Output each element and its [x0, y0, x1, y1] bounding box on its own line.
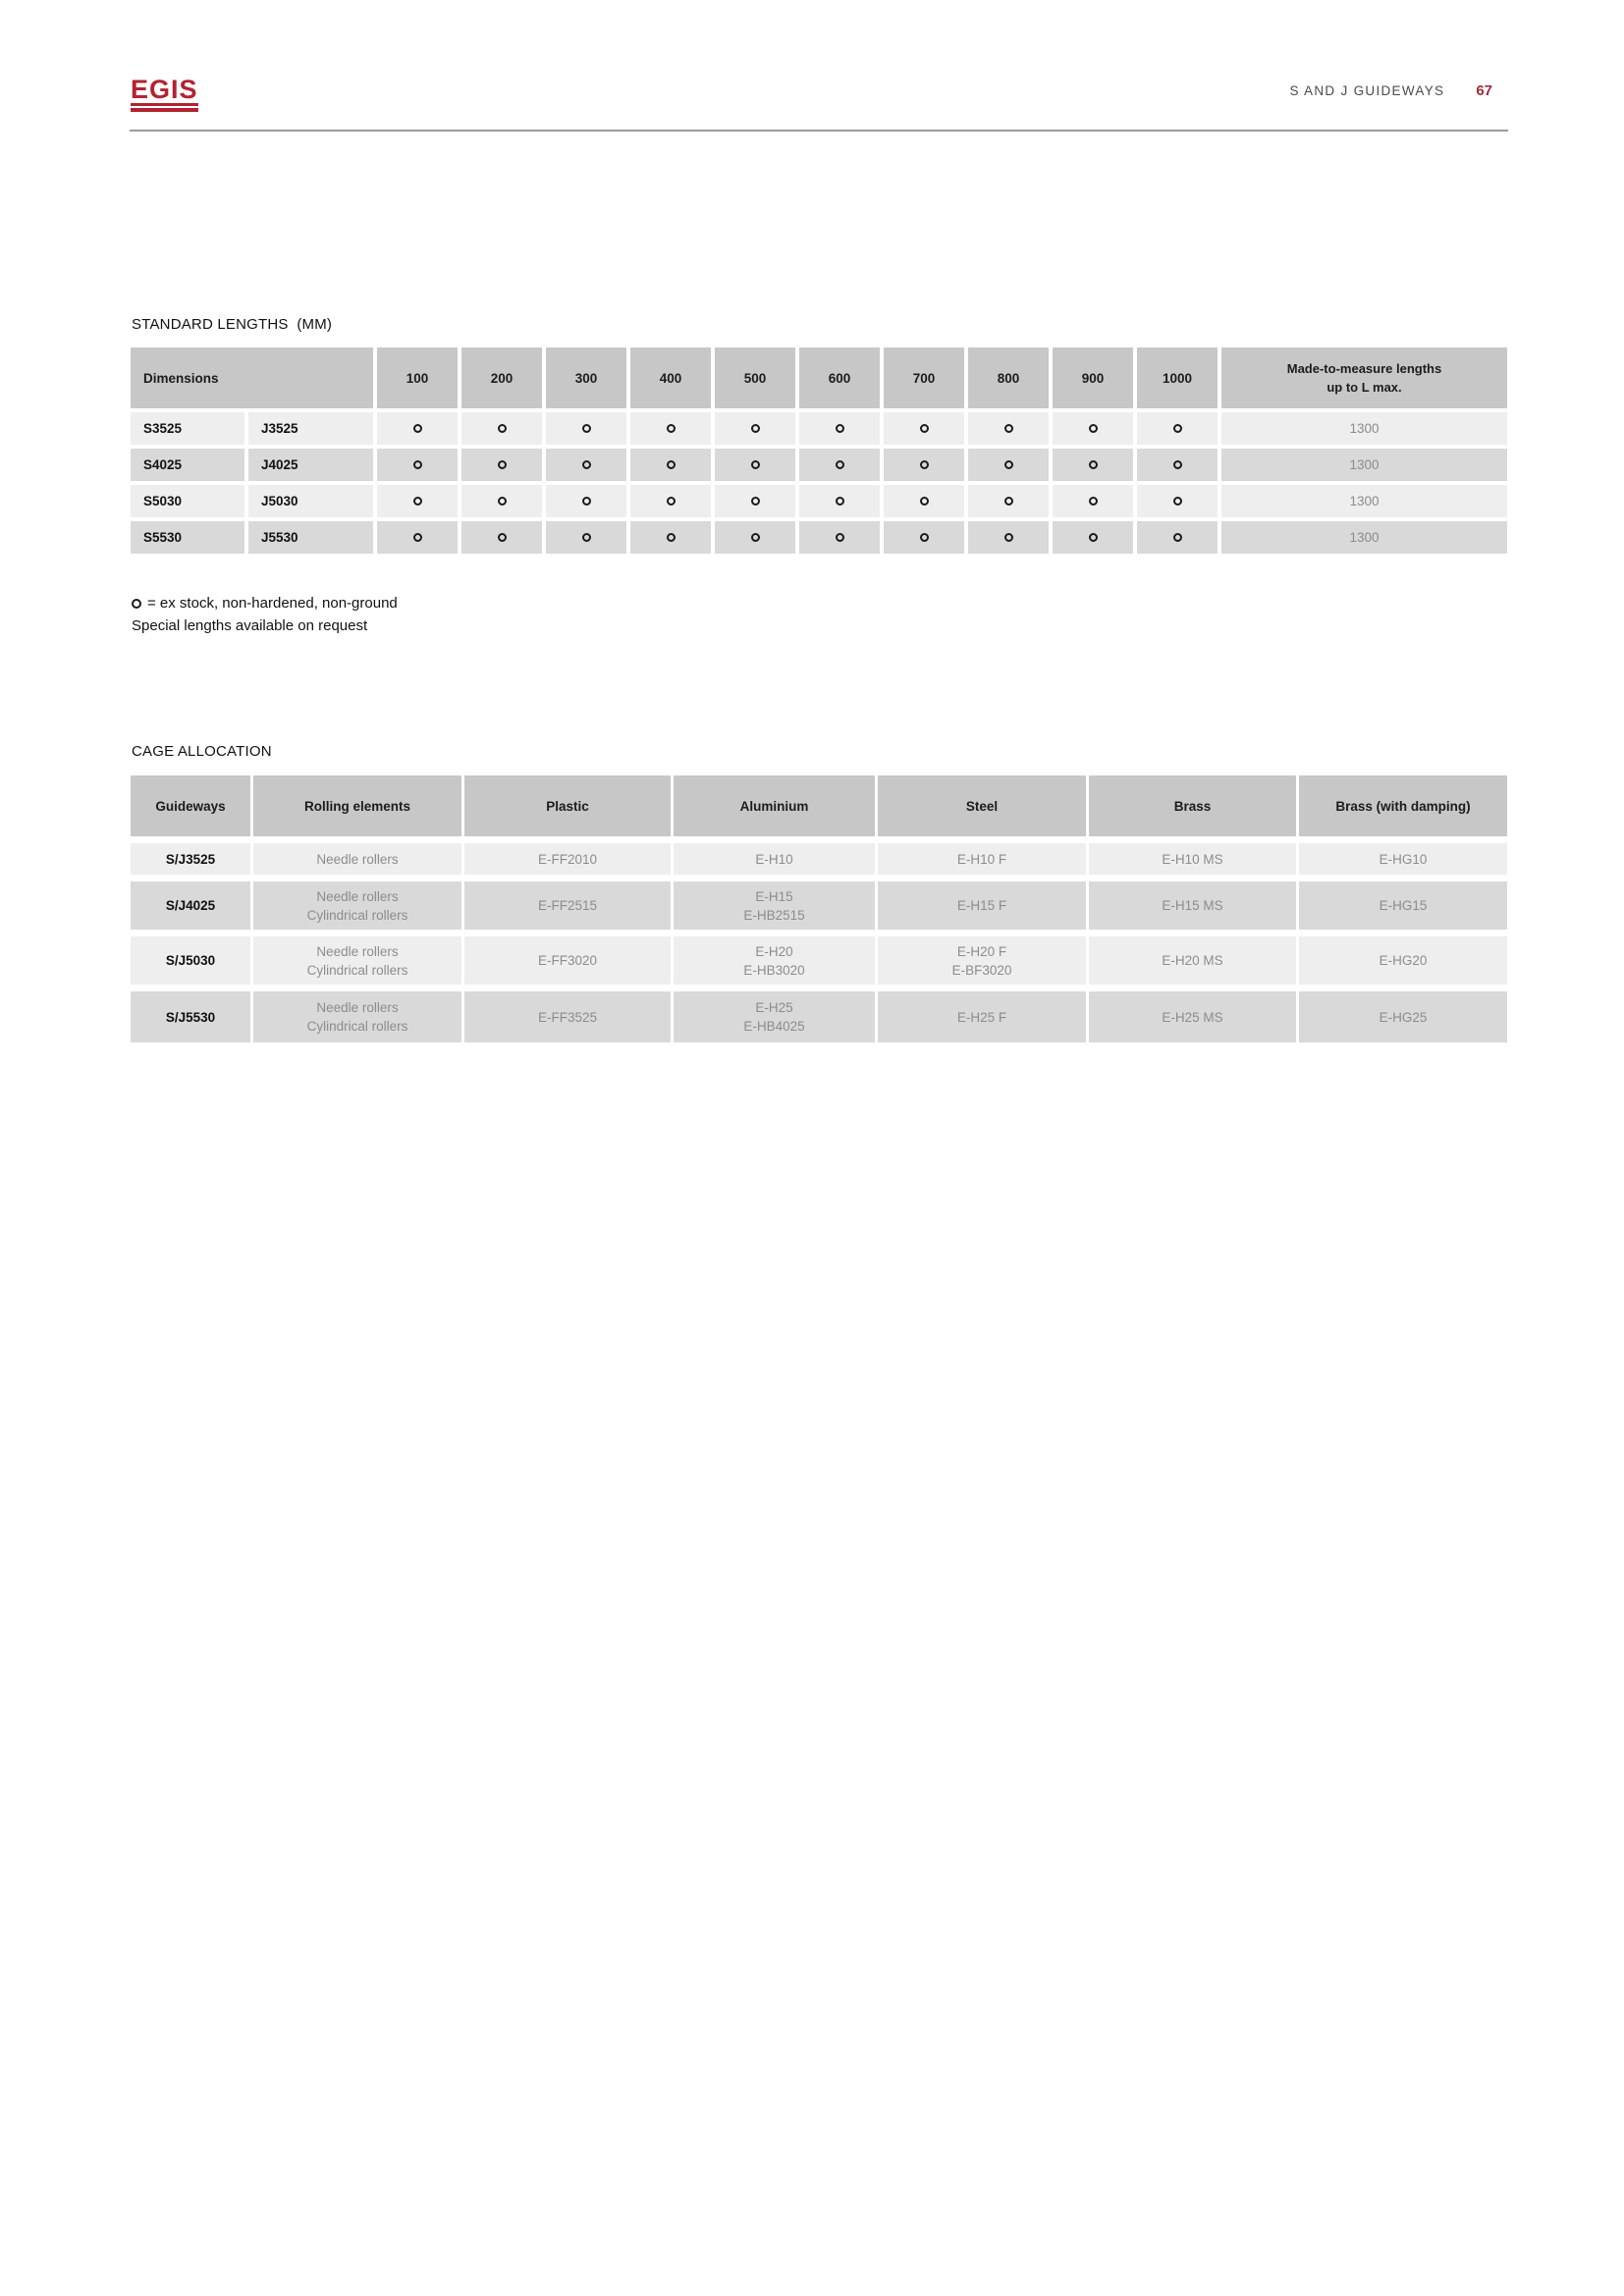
ex-stock-icon [715, 449, 795, 481]
circle-icon [1089, 424, 1098, 433]
column-header-made-to-measure [1221, 347, 1507, 408]
ex-stock-icon [884, 449, 964, 481]
max-length-value: 1300 [1221, 485, 1507, 517]
brass-cage-cell: E-H15 MS [1089, 881, 1296, 930]
ex-stock-icon [715, 521, 795, 554]
ex-stock-icon [884, 412, 964, 445]
steel-cage-cell: E-H25 F [878, 991, 1086, 1042]
column-header-dimensions: Dimensions [131, 347, 373, 408]
rolling-line-2: Cylindrical rollers [306, 1019, 408, 1034]
row-label-sj5530: S/J5530 [131, 991, 250, 1042]
circle-icon [413, 533, 422, 542]
column-header-500: 500 [715, 347, 795, 408]
circle-icon [498, 460, 507, 469]
rolling-line-1: Needle rollers [316, 1000, 399, 1015]
plastic-cage-cell: E-FF2010 [464, 843, 671, 875]
aluminium-line-2: E-HB4025 [743, 1019, 805, 1034]
ex-stock-icon [1053, 521, 1133, 554]
rolling-elements-cell [253, 936, 461, 985]
circle-icon [836, 497, 844, 506]
ex-stock-icon [546, 412, 626, 445]
circle-icon [920, 533, 929, 542]
standard-lengths-table [131, 347, 1507, 554]
column-header-aluminium: Aluminium [674, 775, 875, 836]
circle-icon [582, 424, 591, 433]
legend-symbol-meaning: = ex stock, non-hardened, non-ground [147, 595, 398, 612]
column-header-700: 700 [884, 347, 964, 408]
steel-cage-cell: E-H15 F [878, 881, 1086, 930]
made-to-measure-line1: Made-to-measure lengths [1286, 361, 1442, 376]
circle-icon [498, 533, 507, 542]
circle-icon [667, 497, 676, 506]
circle-icon [1004, 497, 1013, 506]
circle-icon [582, 460, 591, 469]
ex-stock-icon [968, 412, 1049, 445]
ex-stock-icon [968, 485, 1049, 517]
legend [132, 592, 398, 637]
aluminium-cage-cell [674, 881, 875, 930]
aluminium-cage-cell: E-H10 [674, 843, 875, 875]
column-header-300: 300 [546, 347, 626, 408]
circle-icon [836, 424, 844, 433]
row-label-j5030: J5030 [248, 485, 373, 517]
ex-stock-icon [461, 485, 542, 517]
row-label-s4025: S4025 [131, 449, 244, 481]
cage-allocation-title: CAGE ALLOCATION [132, 743, 272, 760]
steel-line-2: E-BF3020 [951, 962, 1012, 978]
ex-stock-icon [799, 449, 880, 481]
ex-stock-icon [1137, 449, 1218, 481]
standard-lengths-title: STANDARD LENGTHS (MM) [132, 316, 333, 333]
plastic-cage-cell: E-FF2515 [464, 881, 671, 930]
brand-logo-text: EGIS [131, 75, 198, 104]
brass-cage-cell: E-H25 MS [1089, 991, 1296, 1042]
brand-logo [131, 77, 198, 112]
circle-icon [751, 533, 760, 542]
header-rule [130, 130, 1508, 132]
column-header-600: 600 [799, 347, 880, 408]
aluminium-line-1: E-H15 [755, 888, 793, 904]
column-header-plastic: Plastic [464, 775, 671, 836]
ex-stock-icon [132, 599, 141, 609]
steel-line-1: E-H20 F [956, 943, 1007, 959]
ex-stock-icon [377, 521, 458, 554]
circle-icon [582, 497, 591, 506]
legend-line-2: Special lengths available on request [132, 617, 368, 634]
max-length-value: 1300 [1221, 412, 1507, 445]
ex-stock-icon [884, 521, 964, 554]
ex-stock-icon [630, 521, 711, 554]
row-label-sj4025: S/J4025 [131, 881, 250, 930]
ex-stock-icon [715, 412, 795, 445]
ex-stock-icon [1053, 485, 1133, 517]
row-label-s5530: S5530 [131, 521, 244, 554]
row-label-j4025: J4025 [248, 449, 373, 481]
brass-cage-cell: E-H20 MS [1089, 936, 1296, 985]
brand-logo-underline [131, 108, 198, 112]
ex-stock-icon [1137, 412, 1218, 445]
circle-icon [667, 460, 676, 469]
circle-icon [667, 533, 676, 542]
ex-stock-icon [630, 485, 711, 517]
circle-icon [751, 424, 760, 433]
column-header-guideways: Guideways [131, 775, 250, 836]
brass-cage-cell: E-H10 MS [1089, 843, 1296, 875]
column-header-rolling-elements: Rolling elements [253, 775, 461, 836]
row-label-sj3525: S/J3525 [131, 843, 250, 875]
aluminium-line-2: E-HB2515 [743, 907, 805, 923]
circle-icon [582, 533, 591, 542]
circle-icon [1089, 497, 1098, 506]
steel-cage-cell: E-H10 F [878, 843, 1086, 875]
ex-stock-icon [546, 521, 626, 554]
brass-damping-cage-cell: E-HG20 [1299, 936, 1507, 985]
column-header-1000: 1000 [1137, 347, 1218, 408]
ex-stock-icon [799, 412, 880, 445]
plastic-cage-cell: E-FF3525 [464, 991, 671, 1042]
ex-stock-icon [461, 521, 542, 554]
page-header [1289, 82, 1492, 99]
column-header-200: 200 [461, 347, 542, 408]
column-header-brass: Brass [1089, 775, 1296, 836]
rolling-elements-cell [253, 991, 461, 1042]
row-label-s5030: S5030 [131, 485, 244, 517]
ex-stock-icon [377, 449, 458, 481]
ex-stock-icon [546, 449, 626, 481]
column-header-steel: Steel [878, 775, 1086, 836]
ex-stock-icon [1053, 412, 1133, 445]
ex-stock-icon [715, 485, 795, 517]
column-header-800: 800 [968, 347, 1049, 408]
column-header-900: 900 [1053, 347, 1133, 408]
circle-icon [1089, 460, 1098, 469]
circle-icon [836, 460, 844, 469]
circle-icon [413, 497, 422, 506]
rolling-elements-cell [253, 881, 461, 930]
max-length-value: 1300 [1221, 521, 1507, 554]
cage-allocation-table [131, 775, 1507, 1042]
ex-stock-icon [799, 485, 880, 517]
brass-damping-cage-cell: E-HG10 [1299, 843, 1507, 875]
circle-icon [751, 460, 760, 469]
circle-icon [498, 424, 507, 433]
made-to-measure-line2: up to L max. [1326, 380, 1402, 395]
aluminium-line-1: E-H25 [755, 1000, 793, 1015]
circle-icon [1004, 460, 1013, 469]
ex-stock-icon [377, 485, 458, 517]
ex-stock-icon [546, 485, 626, 517]
row-label-j5530: J5530 [248, 521, 373, 554]
ex-stock-icon [799, 521, 880, 554]
header-title: S AND J GUIDEWAYS [1289, 83, 1445, 98]
row-label-j3525: J3525 [248, 412, 373, 445]
ex-stock-icon [630, 449, 711, 481]
circle-icon [498, 497, 507, 506]
plastic-cage-cell: E-FF3020 [464, 936, 671, 985]
circle-icon [1004, 533, 1013, 542]
legend-line-1 [132, 592, 398, 614]
circle-icon [413, 424, 422, 433]
column-header-100: 100 [377, 347, 458, 408]
circle-icon [920, 497, 929, 506]
page-number: 67 [1476, 82, 1492, 99]
circle-icon [920, 424, 929, 433]
brass-damping-cage-cell: E-HG15 [1299, 881, 1507, 930]
ex-stock-icon [461, 449, 542, 481]
circle-icon [413, 460, 422, 469]
circle-icon [751, 497, 760, 506]
ex-stock-icon [377, 412, 458, 445]
ex-stock-icon [461, 412, 542, 445]
ex-stock-icon [968, 449, 1049, 481]
brass-damping-cage-cell: E-HG25 [1299, 991, 1507, 1042]
rolling-line-2: Cylindrical rollers [306, 907, 408, 923]
column-header-400: 400 [630, 347, 711, 408]
ex-stock-icon [884, 485, 964, 517]
ex-stock-icon [1137, 521, 1218, 554]
aluminium-cage-cell [674, 936, 875, 985]
circle-icon [1173, 424, 1182, 433]
rolling-line-1: Needle rollers [316, 943, 399, 959]
ex-stock-icon [1137, 485, 1218, 517]
circle-icon [920, 460, 929, 469]
circle-icon [836, 533, 844, 542]
circle-icon [667, 424, 676, 433]
rolling-elements-cell: Needle rollers [253, 843, 461, 875]
column-header-brass-damping: Brass (with damping) [1299, 775, 1507, 836]
circle-icon [1173, 497, 1182, 506]
circle-icon [1089, 533, 1098, 542]
aluminium-cage-cell [674, 991, 875, 1042]
rolling-line-1: Needle rollers [316, 888, 399, 904]
circle-icon [1173, 533, 1182, 542]
circle-icon [1004, 424, 1013, 433]
ex-stock-icon [968, 521, 1049, 554]
row-label-sj5030: S/J5030 [131, 936, 250, 985]
steel-cage-cell [878, 936, 1086, 985]
row-label-s3525: S3525 [131, 412, 244, 445]
aluminium-line-2: E-HB3020 [743, 962, 805, 978]
ex-stock-icon [1053, 449, 1133, 481]
ex-stock-icon [630, 412, 711, 445]
circle-icon [1173, 460, 1182, 469]
aluminium-line-1: E-H20 [755, 943, 793, 959]
rolling-line-2: Cylindrical rollers [306, 962, 408, 978]
max-length-value: 1300 [1221, 449, 1507, 481]
